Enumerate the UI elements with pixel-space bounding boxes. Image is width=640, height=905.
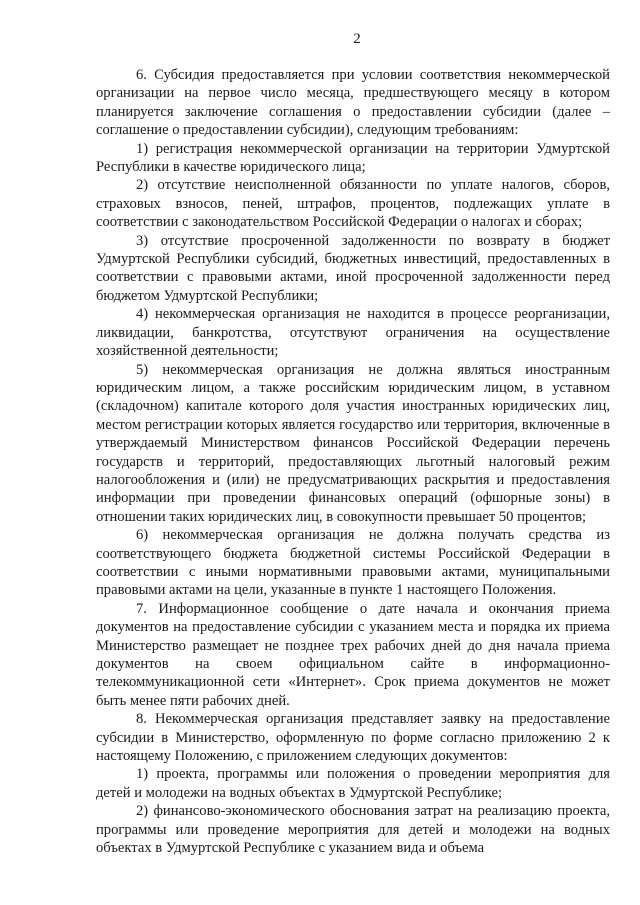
paragraph-document-1: 1) проекта, программы или положения о проведении мероприятия для детей и молодежи на водных объектах в Удмуртской Республике; — [96, 766, 610, 801]
paragraph-requirement-3: 3) отсутствие просроченной задолженности по возврату в бюджет Удмуртской Республики субсидий, бюджетных инвестиций, предоставленных в соответствии с правовыми актами, иной просроченной задолженности перед бюджетом Удмуртской Республики; — [96, 232, 610, 304]
paragraph-requirement-5: 5) некоммерческая организация не должна являться иностранным юридическим лицом, а также российским юридическим лицом, в уставном (складочном) капитале которого доля участия иностранных юридических лиц, местом регистрации которых является государство или территория, включенные в утверждаемый Министерством финансов Российской Федерации перечень государств и территорий, предоставляющих льготный налоговый режим налогообложения и (или) не предусматривающих раскрытия и предоставления информации при проведении финансовых операций (офшорные зоны) в отношении таких юридических лиц, в совокупности превышает 50 процентов; — [96, 361, 610, 525]
document-page — [96, 30, 610, 857]
paragraph-requirement-4: 4) некоммерческая организация не находится в процессе реорганизации, ликвидации, банкротства, отсутствуют ограничения на осуществление хозяйственной деятельности; — [96, 306, 610, 360]
paragraph-requirement-2: 2) отсутствие неисполненной обязанности по уплате налогов, сборов, страховых взносов, пеней, штрафов, процентов, подлежащих уплате в соответствии с законодательством Российской Федерации о налогах и сборах; — [96, 177, 610, 231]
paragraph-8-application: 8. Некоммерческая организация представляет заявку на предоставление субсидии в Министерство, оформленную по форме согласно приложению 2 к настоящему Положению, с приложением следующих документов: — [96, 711, 610, 765]
paragraph-requirement-6: 6) некоммерческая организация не должна получать средства из соответствующего бюджета бюджетной системы Российской Федерации в соответствии с иными нормативными правовыми актами, муниципальными правовыми актами на цели, указанные в пункте 1 настоящего Положения. — [96, 527, 610, 599]
paragraph-6-subsidy-conditions: 6. Субсидия предоставляется при условии соответствия некоммерческой организации на первое число месяца, предшествующего месяцу в котором планируется заключение соглашения о предоставлении субсидии (далее – соглашение о предоставлении субсидии), следующим требованиям: — [96, 67, 610, 139]
paragraph-document-2: 2) финансово-экономического обоснования затрат на реализацию проекта, программы или проведение мероприятия для детей и молодежи на водных объектах в Удмуртской Республике с указанием вида и объема — [96, 803, 610, 857]
page-number: 2 — [353, 31, 361, 47]
paragraph-7-information-notice: 7. Информационное сообщение о дате начала и окончания приема документов на предоставление субсидии с указанием места и порядка их приема Министерство размещает не позднее трех рабочих дней до дня начала приема документов на своем официальном сайте в информационно-телекоммуникационной сети «Интернет». Срок приема документов не может быть менее пяти рабочих дней. — [96, 600, 610, 709]
paragraph-requirement-1: 1) регистрация некоммерческой организации на территории Удмуртской Республики в качестве юридического лица; — [96, 140, 610, 176]
